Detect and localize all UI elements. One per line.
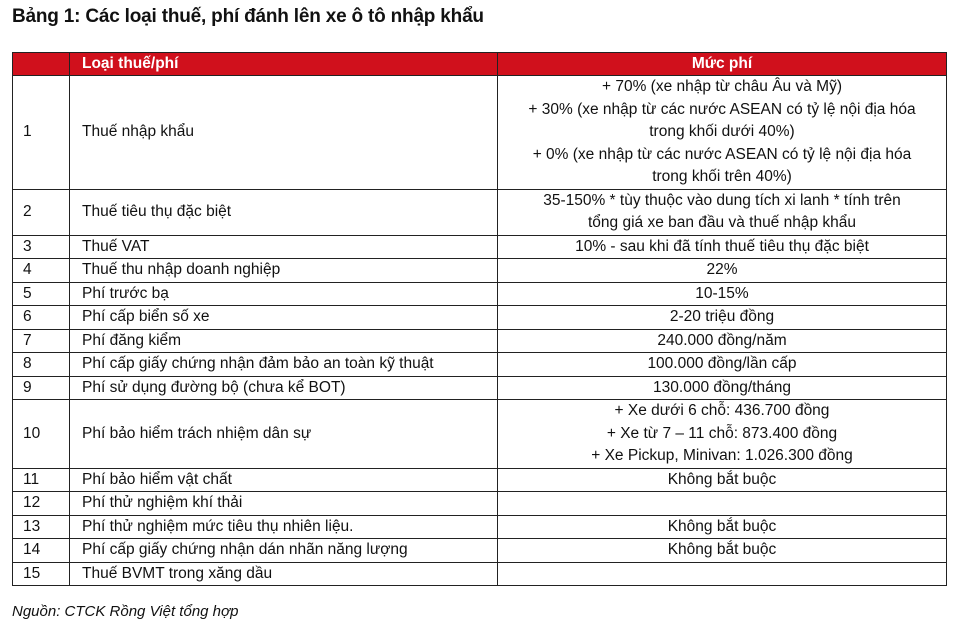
header-no xyxy=(13,53,70,76)
fee-rate-line: 10% - sau khi đã tính thuế tiêu thụ đặc biệt xyxy=(575,237,869,255)
fee-type-cell: Thuế tiêu thụ đặc biệt xyxy=(70,189,498,235)
fee-rate-cell xyxy=(498,189,947,235)
fee-rate-line: trong khối dưới 40%) xyxy=(649,123,795,140)
row-number: 9 xyxy=(13,376,70,400)
fee-rate-line: 35-150% * tùy thuộc vào dung tích xi lanh * tính trên xyxy=(543,191,901,209)
fee-rate-cell xyxy=(498,468,947,492)
table-row xyxy=(13,468,947,492)
fee-rate-cell xyxy=(498,376,947,400)
row-number: 8 xyxy=(13,353,70,377)
table-body xyxy=(13,76,947,586)
fee-rate-line: 130.000 đồng/tháng xyxy=(653,378,791,396)
fee-rate-cell xyxy=(498,539,947,563)
table-row xyxy=(13,400,947,469)
row-number: 14 xyxy=(13,539,70,563)
fee-rate-cell xyxy=(498,235,947,259)
fee-type-cell: Phí đăng kiểm xyxy=(70,329,498,353)
fee-rate-cell xyxy=(498,306,947,330)
row-number: 6 xyxy=(13,306,70,330)
row-number: 10 xyxy=(13,400,70,469)
fee-rate-cell xyxy=(498,492,947,516)
fee-rate-line: + 70% (xe nhập từ châu Âu và Mỹ) xyxy=(602,78,842,95)
header-fee-rate: Mức phí xyxy=(498,53,947,76)
row-number: 11 xyxy=(13,468,70,492)
fee-rate-line: trong khối trên 40%) xyxy=(652,168,792,185)
table-row xyxy=(13,492,947,516)
fee-rate-cell xyxy=(498,76,947,190)
table-row xyxy=(13,306,947,330)
row-number: 13 xyxy=(13,515,70,539)
fee-rate-cell xyxy=(498,400,947,469)
fee-rate-cell xyxy=(498,515,947,539)
table-row xyxy=(13,259,947,283)
table-row xyxy=(13,353,947,377)
fee-type-cell: Thuế nhập khẩu xyxy=(70,76,498,190)
fee-type-cell: Phí bảo hiểm vật chất xyxy=(70,468,498,492)
fees-table xyxy=(12,52,947,586)
table-header-row xyxy=(13,53,947,76)
row-number: 12 xyxy=(13,492,70,516)
table-row xyxy=(13,329,947,353)
fee-rate-cell xyxy=(498,282,947,306)
fee-type-cell: Phí bảo hiểm trách nhiệm dân sự xyxy=(70,400,498,469)
row-number: 2 xyxy=(13,189,70,235)
fee-rate-line: + Xe từ 7 – 11 chỗ: 873.400 đồng xyxy=(606,424,838,442)
table-row xyxy=(13,189,947,235)
row-number: 5 xyxy=(13,282,70,306)
fee-rate-cell xyxy=(498,353,947,377)
fee-type-cell: Thuế VAT xyxy=(70,235,498,259)
fee-rate-line: + 0% (xe nhập từ các nước ASEAN có tỷ lệ nội địa hóa xyxy=(532,145,912,163)
table-row xyxy=(13,76,947,190)
fee-rate-line: + Xe dưới 6 chỗ: 436.700 đồng xyxy=(614,402,830,419)
fee-rate-cell xyxy=(498,562,947,586)
fee-rate-line: Không bắt buộc xyxy=(667,541,777,558)
fee-rate-line: tổng giá xe ban đầu và thuế nhập khẩu xyxy=(587,214,857,231)
table-row xyxy=(13,539,947,563)
table-row xyxy=(13,235,947,259)
fee-rate-cell xyxy=(498,259,947,283)
fee-rate-line: 10-15% xyxy=(695,284,749,302)
table-row xyxy=(13,515,947,539)
source-note: Nguồn: CTCK Rồng Việt tổng hợp xyxy=(12,603,239,620)
table-row xyxy=(13,376,947,400)
table-row xyxy=(13,562,947,586)
fee-type-cell: Phí thử nghiệm mức tiêu thụ nhiên liệu. xyxy=(70,515,498,539)
table-title: Bảng 1: Các loại thuế, phí đánh lên xe ô tô nhập khẩu xyxy=(12,6,484,27)
fee-type-cell: Phí cấp giấy chứng nhận dán nhãn năng lượng xyxy=(70,539,498,563)
fee-rate-line: 240.000 đồng/năm xyxy=(657,331,787,349)
fee-rate-line: 100.000 đồng/lần cấp xyxy=(647,355,797,372)
fee-rate-cell xyxy=(498,329,947,353)
fee-type-cell: Phí cấp biển số xe xyxy=(70,306,498,330)
table-row xyxy=(13,282,947,306)
fee-rate-line: 2-20 triệu đồng xyxy=(669,308,775,325)
row-number: 3 xyxy=(13,235,70,259)
row-number: 1 xyxy=(13,76,70,190)
fee-type-cell: Phí cấp giấy chứng nhận đảm bảo an toàn kỹ thuật xyxy=(70,353,498,377)
header-fee-type: Loại thuế/phí xyxy=(70,53,498,76)
fee-rate-line: + 30% (xe nhập từ các nước ASEAN có tỷ lệ nội địa hóa xyxy=(528,100,916,118)
fee-rate-line: Không bắt buộc xyxy=(667,517,777,535)
fee-type-cell: Phí sử dụng đường bộ (chưa kể BOT) xyxy=(70,376,498,400)
row-number: 15 xyxy=(13,562,70,586)
fee-type-cell: Phí thử nghiệm khí thải xyxy=(70,492,498,516)
fee-type-cell: Phí trước bạ xyxy=(70,282,498,306)
row-number: 4 xyxy=(13,259,70,283)
fee-rate-line: 22% xyxy=(706,261,738,278)
fee-rate-line: + Xe Pickup, Minivan: 1.026.300 đồng xyxy=(591,447,853,464)
row-number: 7 xyxy=(13,329,70,353)
fee-rate-line: Không bắt buộc xyxy=(667,470,777,488)
fee-type-cell: Thuế thu nhập doanh nghiệp xyxy=(70,259,498,283)
fee-type-cell: Thuế BVMT trong xăng dầu xyxy=(70,562,498,586)
